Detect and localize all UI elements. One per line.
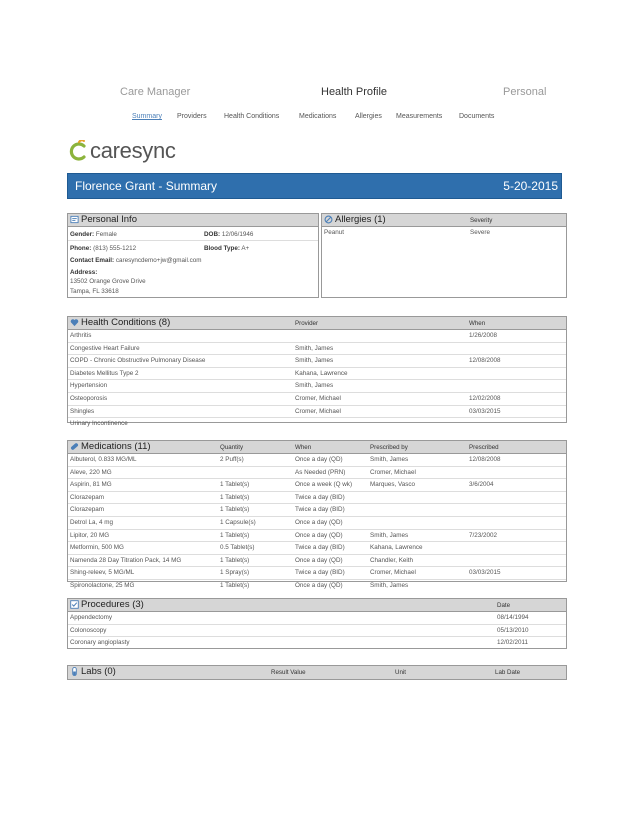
procedures-table-body — [68, 612, 566, 649]
medication-row-cell: Albuterol, 0.833 MG/ML — [70, 456, 137, 463]
health-conditions-header — [68, 317, 566, 330]
medication-row-cell: 7/23/2002 — [469, 531, 498, 539]
condition-row-cell: Urinary Incontinence — [70, 420, 128, 428]
personal-info-title: Personal Info — [81, 214, 137, 225]
procedure-row — [68, 625, 566, 638]
medication-row-cell: 1 Tablet(s) — [220, 531, 250, 539]
labs-header — [68, 666, 566, 679]
medication-row-cell: 2 Puff(s) — [220, 456, 244, 463]
allergies-panel — [321, 213, 567, 298]
medication-row — [68, 580, 566, 592]
medication-row — [68, 504, 566, 517]
medication-row-cell: Chandler, Keith — [370, 556, 414, 564]
address-line-2: Tampa, FL 33618 — [70, 288, 119, 295]
condition-row-cell: Smith, James — [295, 357, 334, 365]
procedures-date-header: Date — [497, 602, 511, 609]
medication-row-cell: 03/03/2015 — [469, 569, 501, 577]
procedure-row — [68, 637, 566, 649]
medication-row-cell: Once a week (Q wk) — [295, 481, 353, 489]
medication-row-cell: 1 Tablet(s) — [220, 481, 250, 489]
medication-row — [68, 542, 566, 555]
tab-medications[interactable]: Medications — [299, 113, 337, 120]
nav-health-profile[interactable]: Health Profile — [321, 86, 388, 98]
medication-row-cell: Spironolactone, 25 MG — [70, 581, 135, 589]
tab-providers[interactable]: Providers — [177, 113, 207, 120]
condition-row — [68, 406, 566, 419]
labs-panel — [67, 665, 567, 680]
medication-row — [68, 555, 566, 568]
medication-row-cell: Once a day (QD) — [295, 556, 343, 564]
medication-row — [68, 492, 566, 505]
medication-row-cell: Shing-releev, 5 MG/ML — [70, 569, 135, 577]
medication-row-cell: 1 Tablet(s) — [220, 506, 250, 514]
no-allergy-icon — [324, 215, 333, 224]
tab-summary[interactable]: Summary — [132, 113, 162, 120]
conditions-when-header: When — [469, 320, 486, 327]
medication-row-cell: Aspirin, 81 MG — [70, 481, 112, 489]
condition-row-cell: 1/26/2008 — [469, 332, 498, 339]
medication-row-cell: 12/08/2008 — [469, 456, 501, 463]
condition-row — [68, 330, 566, 343]
procedures-header — [68, 599, 566, 612]
medication-row-cell: Once a day (QD) — [295, 581, 343, 589]
medication-row — [68, 567, 566, 580]
condition-row-cell: Shingles — [70, 407, 95, 415]
medications-title: Medications (11) — [81, 441, 151, 452]
personal-info-header — [68, 214, 318, 227]
labs-title: Labs (0) — [81, 666, 116, 677]
medication-row-cell: Smith, James — [370, 581, 409, 589]
condition-row-cell: Arthritis — [70, 332, 92, 339]
allergies-header — [322, 214, 566, 227]
tab-health-conditions[interactable]: Health Conditions — [224, 113, 280, 120]
medication-row-cell: Namenda 28 Day Titration Pack, 14 MG — [70, 556, 182, 564]
medication-row-cell: Detrol La, 4 mg — [70, 518, 114, 526]
tab-allergies[interactable]: Allergies — [355, 113, 382, 120]
allergies-severity-header: Severity — [470, 217, 493, 224]
address-label: Address: — [70, 269, 98, 276]
procedure-row — [68, 612, 566, 625]
labs-result-value-header: Result Value — [271, 669, 306, 676]
procedure-row-cell: Appendectomy — [70, 614, 113, 621]
medication-row-cell: 1 Tablet(s) — [220, 493, 250, 501]
allergy-row — [322, 227, 566, 239]
medication-row-cell: 1 Spray(s) — [220, 569, 250, 577]
allergy-severity: Severe — [470, 229, 490, 236]
condition-row-cell: Osteoporosis — [70, 394, 108, 402]
medication-row-cell: Metformin, 500 MG — [70, 544, 124, 552]
medication-row-cell: Twice a day (BID) — [295, 506, 345, 514]
medication-row-cell: Smith, James — [370, 531, 409, 539]
medication-row — [68, 530, 566, 543]
allergies-title: Allergies (1) — [335, 214, 386, 225]
health-conditions-panel — [67, 316, 567, 428]
medications-header — [68, 441, 566, 454]
labs-date-header: Lab Date — [495, 669, 521, 676]
health-conditions-title: Health Conditions (8) — [81, 317, 171, 328]
condition-row-cell: Hypertension — [70, 382, 108, 390]
medications-prescribed-header: Prescribed — [469, 444, 499, 451]
medication-row-cell: Kahana, Lawrence — [370, 544, 423, 552]
phone-field: Phone: (813) 555-1212 — [70, 245, 137, 252]
medications-when-header: When — [295, 444, 312, 451]
medication-row — [68, 454, 566, 467]
condition-row-cell: 03/03/2015 — [469, 407, 501, 415]
personal-info-panel — [67, 213, 319, 298]
logo-text: caresync — [90, 138, 176, 163]
medication-row-cell: 0.5 Tablet(s) — [220, 544, 255, 552]
medication-row-cell: Cromer, Michael — [370, 468, 416, 476]
dob-field: DOB: 12/06/1946 — [204, 231, 254, 238]
condition-row-cell: COPD - Chronic Obstructive Pulmonary Disease — [70, 357, 206, 365]
tab-documents[interactable]: Documents — [459, 113, 495, 120]
procedures-title: Procedures (3) — [81, 599, 144, 610]
gender-field: Gender: Female — [70, 231, 117, 238]
medications-prescribed-by-header: Prescribed by — [370, 444, 408, 451]
medication-row-cell: As Needed (PRN) — [295, 468, 346, 476]
medication-row-cell: Clorazepam — [70, 493, 104, 501]
medication-row-cell: Twice a day (BID) — [295, 493, 345, 501]
medication-row — [68, 479, 566, 492]
labs-unit-header: Unit — [395, 669, 407, 676]
summary-title-bar — [67, 173, 562, 199]
medication-row-cell: 1 Capsule(s) — [220, 518, 256, 526]
medication-row-cell: 1 Tablet(s) — [220, 581, 250, 589]
caresync-logo — [68, 138, 176, 164]
medications-panel — [67, 440, 567, 589]
medication-row-cell: Once a day (QD) — [295, 531, 343, 539]
test-tube-icon — [70, 667, 79, 676]
medication-row-cell: Clorazepam — [70, 506, 104, 514]
condition-row-cell: Kahana, Lawrence — [295, 369, 348, 377]
caresync-logo-icon — [68, 140, 88, 162]
medication-row-cell: Once a day (QD) — [295, 456, 343, 463]
condition-row — [68, 343, 566, 356]
procedure-row-cell: 05/13/2010 — [497, 626, 529, 634]
condition-row-cell: Congestive Heart Failure — [70, 344, 140, 352]
sub-nav — [0, 113, 638, 125]
medication-row-cell: Smith, James — [370, 456, 409, 463]
heart-icon — [70, 318, 79, 327]
condition-row — [68, 355, 566, 368]
top-nav — [0, 86, 638, 102]
condition-row-cell: Smith, James — [295, 382, 334, 390]
id-card-icon — [70, 215, 79, 224]
condition-row-cell: Smith, James — [295, 344, 334, 352]
medication-row-cell: Aleve, 220 MG — [70, 468, 112, 476]
medication-row-cell: 1 Tablet(s) — [220, 556, 250, 564]
nav-personal[interactable]: Personal — [503, 86, 547, 98]
procedures-panel — [67, 598, 567, 649]
condition-row — [68, 380, 566, 393]
procedure-row-cell: 08/14/1994 — [497, 614, 529, 621]
condition-row-cell: Cromer, Michael — [295, 407, 341, 415]
summary-date: 5-20-2015 — [503, 179, 558, 193]
condition-row-cell: Diabetes Mellitus Type 2 — [70, 369, 139, 377]
conditions-table-body — [68, 330, 566, 430]
medication-row-cell: 3/6/2004 — [469, 481, 494, 489]
address-line-1: 13502 Orange Grove Drive — [70, 278, 146, 285]
nav-care-manager[interactable]: Care Manager — [120, 86, 191, 98]
medication-row — [68, 467, 566, 480]
medication-row-cell: Lipitor, 20 MG — [70, 531, 110, 539]
blood-type-field: Blood Type: A+ — [204, 245, 250, 252]
medications-table-body — [68, 454, 566, 592]
medications-quantity-header: Quantity — [220, 444, 244, 451]
conditions-provider-header: Provider — [295, 320, 319, 327]
medication-row-cell: Marques, Vasco — [370, 481, 416, 489]
page-title: Florence Grant - Summary — [75, 179, 218, 193]
procedure-row-cell: 12/02/2011 — [497, 639, 529, 647]
medication-row-cell: Once a day (QD) — [295, 518, 343, 526]
email-field: Contact Email: caresyncdemo+jw@gmail.com — [70, 257, 202, 264]
condition-row — [68, 368, 566, 381]
pill-icon — [70, 442, 79, 451]
allergy-name: Peanut — [324, 229, 344, 236]
procedure-row-cell: Coronary angioplasty — [70, 639, 130, 647]
condition-row-cell: 12/08/2008 — [469, 357, 501, 365]
medication-row-cell: Twice a day (BID) — [295, 544, 345, 552]
condition-row — [68, 393, 566, 406]
medication-row-cell: Twice a day (BID) — [295, 569, 345, 577]
procedure-row-cell: Colonoscopy — [70, 626, 107, 634]
medication-row — [68, 517, 566, 530]
medication-row-cell: Cromer, Michael — [370, 569, 416, 577]
checklist-icon — [70, 600, 79, 609]
condition-row-cell: 12/02/2008 — [469, 394, 501, 402]
tab-measurements[interactable]: Measurements — [396, 113, 443, 120]
condition-row — [68, 418, 566, 430]
condition-row-cell: Cromer, Michael — [295, 394, 341, 402]
